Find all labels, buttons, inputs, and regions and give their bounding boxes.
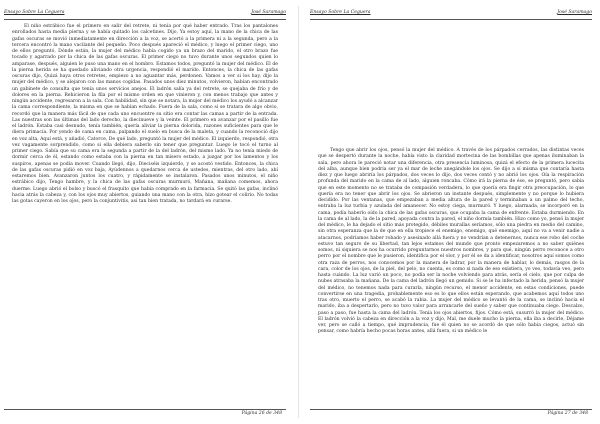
left-body-text	[12, 24, 278, 205]
book-spine	[298, 6, 299, 418]
right-page-number: Página 27 de 348	[547, 411, 588, 416]
left-page	[4, 0, 286, 424]
left-running-header	[4, 8, 286, 18]
left-header-author: José Saramago	[251, 10, 286, 15]
right-body-text	[318, 148, 584, 336]
left-page-number: Página 26 de 348	[241, 411, 282, 416]
right-paragraph: Tengo que abrir los ojos, pensó la mujer del médico. A través de los párpados cerrados, las distintas veces que se despertó durante la noche, había visto la claridad mortecina de las bombillas que apenas iluminaban la sala, pero ahora le pareció notar una diferencia, otra presencia luminosa, quizá el efecto de la primera lucecita del alba, aunque bien podría ser ya el mar de leche anegándole los ojos. Se dijo a sí misma que contaría hasta diez y que luego abriría los párpados, dos veces lo dijo, dos veces contó y no abrió los ojos. Oía la respiración profunda del marido en la cama de al lado, alguien roncaba. Cómo irá la pierna de ése, se preguntó, pero sabía que en este momento no se trataba de compasión verdadera, lo que quería era fingir otra preocupación, lo que quería era no tener que abrir los ojos. Se abrieron un instante después, simplemente y no porque lo hubiera decidido. Por las ventanas, que empezaban a media altura de la pared y terminaban a un palmo del techo, entraba la luz turbia y azulada del amanecer. No estoy ciega, murmuró. Y luego, alarmada, se incorporó en la cama, podía haberlo oído la chica de las gafas oscuras, que ocupaba la cama de enfrente. Estaba durmiendo. En la cama de al lado, la de la pared, apoyada contra la pared, el niño dormía también. Hizo como yo, pensó la mujer del médico, le ha dejado el sitio más protegido, débiles murallas seríamos, sólo una piedra en medio del camino, sin otra esperanza que la de que en ella tropiece el enemigo, enemigo, qué enemigo, aquí no va a venir nadie a atacarnos, podríamos haber robado y asesinado allá fuera y no vendrían a detenernos, nunca ese robo del coche estuvo tan seguro de su libertad, tan lejos estamos del mundo que pronto empezaremos a no saber quiénes somos, ni siquiera se nos ha ocurrido preguntarnos nuestros nombres, y para qué, ningún perro reconoce a otro perro por el nombre que le pusieron, identifica por el olor, y por él se da a identificar, nosotros aquí somos como otra raza de perros, nos conocemos por la manera de ladrar, por la manera de hablar, lo demás, rasgos de la cara, color de los ojos, de la piel, del pelo, no cuenta, es como si nada de eso existiera, yo veo, todavía veo, pero hasta cuándo. La luz varió un poco, no podía ser la noche volviendo para atrás, sería el cielo, que por culpa de nubes atrasaba la mañana. De la cama del ladrón llegó un gemido. Si se le ha infectado la herida, pensó la mujer del médico, no tenemos nada para curarla, ningún recurso, el menor accidente, en estas condiciones, puede convertirse en una tragedia, probablemente eso es lo que ellos están esperando, que acabemos aquí todos uno tras otro, muerto el perro, se acabó la rabia. La mujer del médico se levantó de la cama, se inclinó hacia el marido, iba a despertarlo, pero no tuvo valor para arrancarle del sueño y saber que continuaba ciego. Descalzo, paso a paso, fue hasta la cama del ladrón. Tenía los ojos abiertos, fijos. Cómo está, susurró la mujer del médico. El ladrón volvió la cabeza en dirección a la voz y dijo, Mal, me duele mucho la pierna, ella iba a decirle, Déjame ver, pero se calló a tiempo, qué imprudencia, fue él quien no se acordó de que sólo había ciegos, actuó sin pensar, como habría hecho pocas horas antes, allá fuera, si un médico le	[318, 148, 584, 335]
left-paragraph: El niño estrábico fue el primero en salir del retrete, ni tenía por qué haber entrado. Tras los pantalones enrollados hasta media pierna y se había quitado los calcetines. Dijo, Ya estoy aquí, la mano de la chica de las gafas oscuras se movió inmediatamente en dirección a la voz, se acertó a la primera ni a la segunda, pero a la tercera encontró la mano vacilante del pequeño. Poco después apareció el médico, y luego el primer ciego, uno de ellos preguntó, Dónde están, la mujer del médico había cogido ya un brazo del marido, el otro brazo fue tocado y agarrado por la chica de las gafas oscuras. El primer ciego no tuvo durante unos segundos quien lo amparase, después, alguien le puso una mano en el hombro. Estamos todos, preguntó la mujer del médico. El de la pierna herida se ha quedado aliviando otra urgencia, respondió el marido. Entonces, la chica de las gafas oscuras dijo, Quizá haya otros retretes, empiezo a no aguantar más, perdonen. Vamos a ver si los hay, dijo la mujer del médico, y se alejaron con las manos cogidas. Pasados unos diez minutos, volvieron, habían encontrado un gabinete de consulta que tenía unos servicios anejos. El ladrón salía ya del retrete, se quejaba de frío y de dolores en la pierna. Rehicieron la fila por el mismo orden en que vinieron y, con menos trabajo que antes y ningún accidente, regresaron a la sala. Con habilidad, sin que se notara, la mujer del médico los ayudó a alcanzar la cama correspondiente, la misma en que se habían echado. Fuera de la sala, como si se tratara de algo obvio, recordó que la manera más fácil de que cada uno encuentre su sitio era contar las camas a partir de la entrada. Las nuestras son las últimas del lado derecho, la diecinueve y la veinte. El primero en avanzar por el pasillo fue el ladrón. Estaba casi desnudo, tenía también, quería aliviar la pierna dolorida, razones suficientes para que le diera primacía. Por yendo de cama en cama, palpando el suelo en busca de la maleta, y cuando la reconoció dijo en voz alta, Aquí está, y añadió, Catorce, De qué lado, preguntó la mujer del médico. El izquierdo, respondió, otra vez vagamente sorprendido, como si ella debiera saberlo sin tener que preguntar. Luego le tocó el turno al primer ciego. Sabía que su cama era la segunda a partir de la del ladrón, del mismo lado. Ya no tenía miedo de dormir cerca de él, estando como estaba con la pierna en tan mísero estado, a juzgar por los lamentos y los suspiros, apenas se podía mover. Cuando llegó, dijo, Dieciséis izquierdo, y se acostó vestido. Entonces, la chica de las gafas oscuras pidió en voz baja, Ayúdennos a quedarnos cerca de ustedes, mientras, del otro lado, ahí estaremos bien. Avanzaron juntos los cuatro, y rápidamente se instalaron. Pasados unos minutos, el niño estrábico dijo, Tengo hambre, y la chica de las gafas oscuras murmuró, Mañana, mañana comemos, ahora duerme. Luego abrió el bolso y buscó el frasquito que había comprado en la farmacia. Se quitó las gafas, inclinó hacia atrás la cabeza y, con los ojos muy abiertos, guiando una mano con la otra, hizo gotear el colirio. No todas las gotas cayeron en los ojos, pero la conjuntivitis, así tan bien tratada, no tardará en curarse.	[12, 24, 279, 204]
right-page	[310, 0, 592, 424]
right-header-title: Ensayo Sobre La Ceguera	[310, 10, 371, 15]
right-header-rule	[310, 19, 592, 20]
right-header-author: José Saramago	[557, 10, 592, 15]
left-header-rule	[4, 19, 286, 20]
left-header-title: Ensayo Sobre La Ceguera	[4, 10, 65, 15]
right-running-header	[310, 8, 592, 18]
